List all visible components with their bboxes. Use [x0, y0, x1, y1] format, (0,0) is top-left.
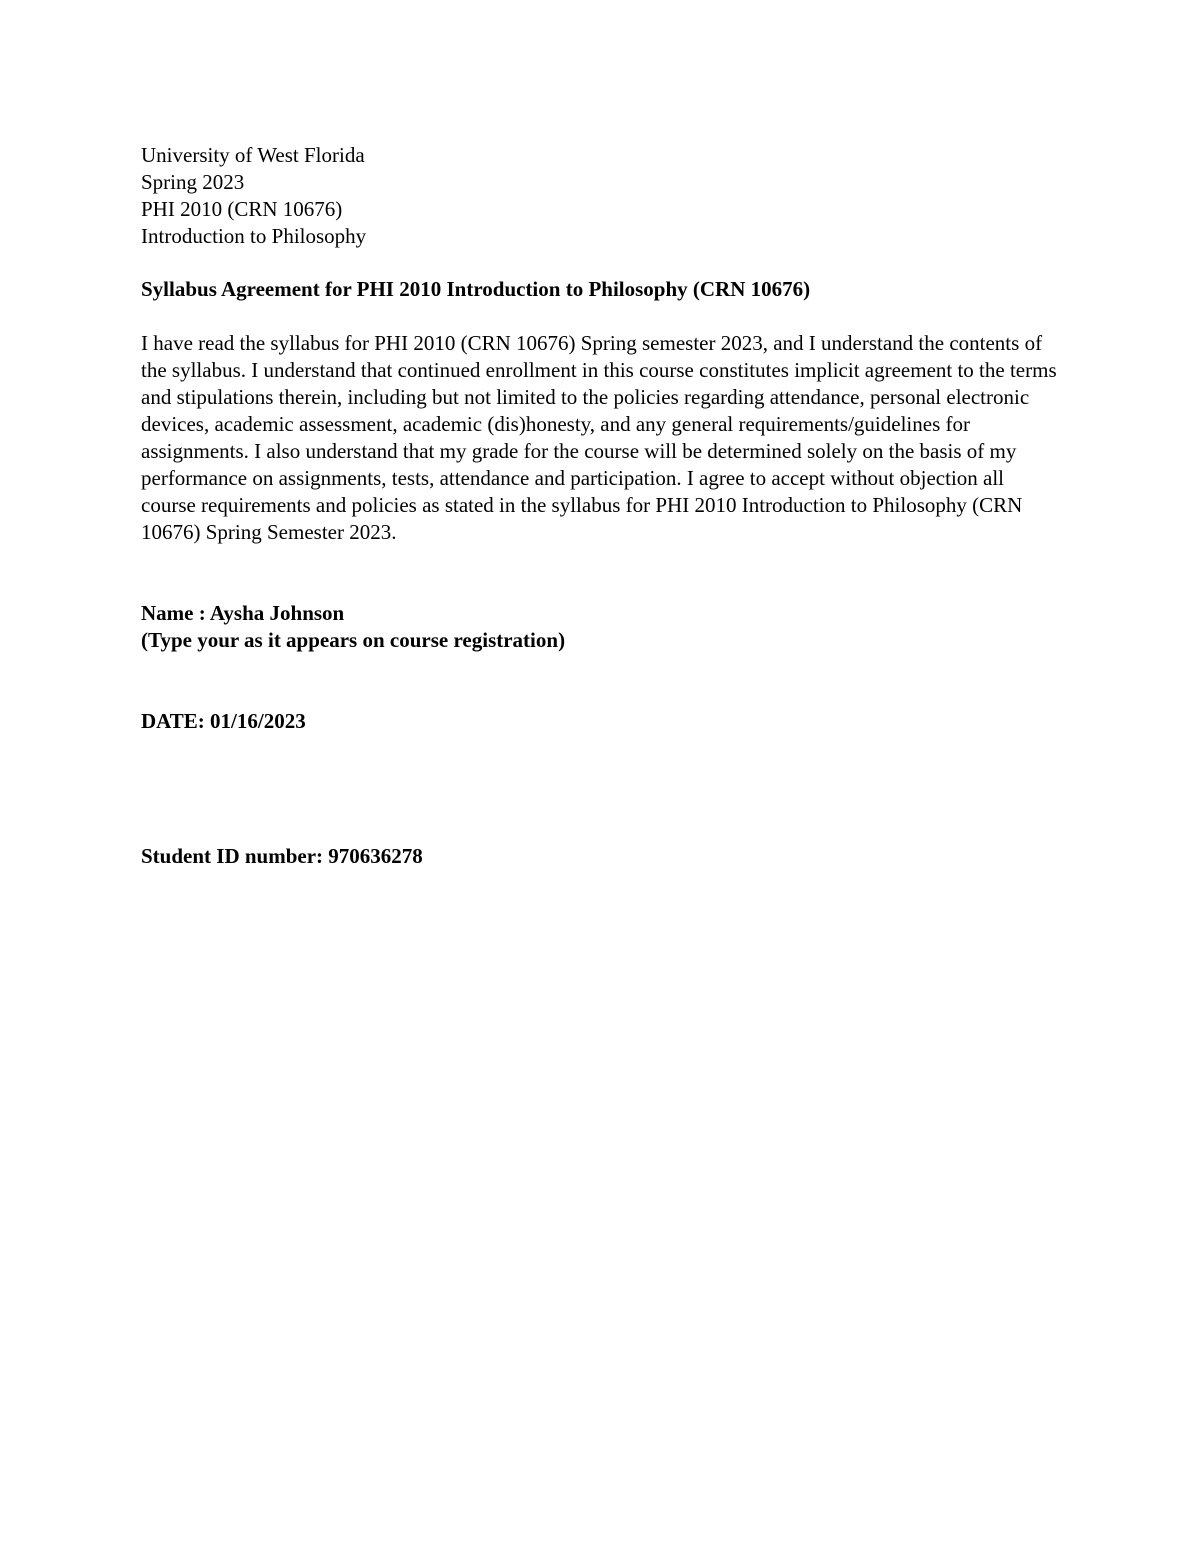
course-header — [141, 142, 1071, 250]
date-line: DATE: 01/16/2023 — [141, 709, 306, 733]
agreement-title: Syllabus Agreement for PHI 2010 Introduction to Philosophy (CRN 10676) — [141, 277, 811, 301]
name-line: Name : Aysha Johnson — [141, 601, 345, 625]
student-id-line: Student ID number: 970636278 — [141, 844, 423, 868]
course-code: PHI 2010 (CRN 10676) — [141, 197, 343, 221]
name-block — [141, 600, 1071, 654]
course-name: Introduction to Philosophy — [141, 224, 367, 248]
university-name: University of West Florida — [141, 143, 365, 167]
term: Spring 2023 — [141, 170, 245, 194]
document-content — [141, 142, 1071, 870]
agreement-body: I have read the syllabus for PHI 2010 (CRN 10676) Spring semester 2023, and I understand the contents of the syllabus. I understand that continued enrollment in this course constitutes implicit agreement to the terms and stipulations therein, including but not limited to the policies regarding attendance, personal electronic devices, academic assessment, academic (dis)honesty, and any general requirements/guidelines for assignments. I also understand that my grade for the course will be determined solely on the basis of my performance on assignments, tests, attendance and participation. I agree to accept without objection all course requirements and policies as stated in the syllabus for PHI 2010 Introduction to Philosophy (CRN 10676) Spring Semester 2023. — [141, 331, 1057, 544]
name-note: (Type your as it appears on course registration) — [141, 628, 566, 652]
